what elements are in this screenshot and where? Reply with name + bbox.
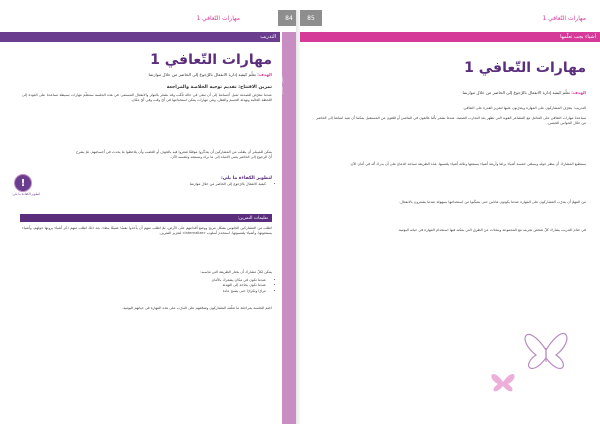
left-page-number: 84 (278, 10, 300, 26)
intro-heading: تمرين الافتتاح: تقديم توجيه الخلاصة والمراجعة (166, 85, 272, 90)
right-paragraph-3: من المهمّ أن يتدرّب المشاركون على المهارة عندما يكونون هادئين حتى يتمكّنوا من استخدامها بسهولة عندما يشعرون بالانفعال. (399, 200, 586, 204)
closing-text: اختم الجلسة بمراجعة ما تعلّمه المشاركون وشجّعهم على التدرّب على هذه المهارة في حياتهم اليومية. (122, 306, 272, 310)
exclamation-icon: ! (14, 174, 32, 192)
right-goal-label: الهدف: (571, 90, 586, 95)
key-box-title: لتطوير الكفاءة ما يلي: (220, 176, 272, 181)
exercise-list (22, 278, 272, 294)
right-page (300, 10, 600, 424)
right-header (300, 10, 600, 26)
key-box-list (76, 182, 272, 187)
exercise-item: • عندما تكون بحاجة إلى التهدئة (22, 283, 266, 288)
exercise-paragraph: اطلب من المشاركين الجلوس بشكل مريح ووضع أقدامهم على الأرض، ثمّ اطلب منهم أن يأخذوا نفسًا عميقًا ببطء. بعد ذلك اطلب منهم ذكر أشياء يرونها حولهم، وأشياء يسمعونها، وأشياء يلمسونها. استخدم أسلوب «Internalize» لتعزيز التمرين. (22, 226, 272, 236)
left-goal (22, 72, 272, 78)
right-module-title: مهارات التّعافي 1 (464, 60, 586, 76)
left-header (0, 10, 300, 26)
right-page-number: 85 (300, 10, 322, 26)
right-goal (316, 90, 586, 96)
right-paragraph-2: يستطيع المشارك أن ينظر حوله ويسمّي خمسة أشياء يراها وأربعة أشياء يسمعها وثلاثة أشياء يلمسها. هذه الطريقة تساعد الدماغ على أن يدرك أنّه في أمان الآن. (349, 162, 586, 166)
exercise-list-intro: يمكن لكلّ مشارك أن يختار الطريقة التي تناسبه: (200, 270, 272, 274)
left-paragraph-1: عندما نتعرّض للصدمة تميل أجسامنا إلى أن تبقى في حالة تأهّب وقد نشعر بالتوتّر والانفعال المستمر. في هذه الجلسة سنتعلّم مهارات بسيطة تساعدنا على العودة إلى اللحظة الحالية وتهدئة الجسم والعقل، وهي مهارات يمكن استخدامها في أيّ وقت وفي أيّ مكان. (22, 93, 272, 103)
right-paragraph-4: في ختام التدريب يشارك كلّ شخص تجربته مع المجموعة ويتحدّث عن الطرق التي يمكنه فيها استخدام المهارة في حياته اليومية. (397, 228, 586, 232)
butterfly-icon (516, 310, 576, 380)
exercise-item: • عندما تكون في مكان يشعرك بالأمان (22, 278, 266, 283)
right-intro-line: التدريب: يتعرّف المشاركون على المهارة ويتدرّبون عليها لتعزيز القدرة على التعافي. (462, 106, 586, 110)
left-goal-label: الهدف: (257, 72, 272, 77)
right-band (300, 32, 600, 42)
left-paragraph-2: يمكن للميسّر أن يطلب من المشاركين أن يتذكّروا موقفًا شعروا فيه بالخوف أو الغضب وأن يلاحظوا ما يحدث في أجسامهم. ثمّ يشرح أنّ الرجوع إلى الحاضر يعني الانتباه إلى ما نراه ونسمعه ونلمسه الآن. (76, 150, 272, 160)
right-band-label: أشياء يجب تعلّمها (560, 34, 596, 40)
left-goal-text: تعلّم كيفية إدارة الانفعال بالرّجوع إلى الحاضر من خلال موازنتنا (148, 72, 256, 77)
key-box-item: • كيفية الانفعال بالرّجوع إلى الحاضر من خلال موازنتنا (76, 182, 266, 187)
header-section-title: مهارات التّعافي 1 (196, 14, 240, 22)
left-module-title: مهارات التّعافي 1 (150, 52, 272, 68)
header-section-title-right: مهارات التّعافي 1 (542, 14, 586, 22)
exercise-item: • مرارًا وتكرارًا حتى يصبح عادة (22, 289, 266, 294)
right-paragraph-1: تساعدنا مهارات التعافي على التعامل مع المشاعر القوية التي تظهر بعد التجارب الصعبة. عندما نشعر بأنّنا عالقون في الماضي أو قلقون من المستقبل يمكننا أن نعيد انتباهنا إلى الحاضر من خلال الحواس الخمس. (316, 116, 586, 126)
left-band-label: التدريب (260, 34, 276, 40)
right-goal-text: تعلّم كيفية إدارة الانفعال بالرّجوع إلى الحاضر من خلال موازنتنا (462, 90, 570, 95)
call-label: لتطوير الكفاءة ما يلي: (12, 192, 40, 196)
left-page (0, 10, 300, 424)
butterfly-icon (486, 362, 520, 396)
side-tab-label: الجزء العام (278, 75, 284, 94)
left-band (0, 32, 280, 42)
exercise-box-title: تعليمات التمرين: (20, 214, 272, 222)
